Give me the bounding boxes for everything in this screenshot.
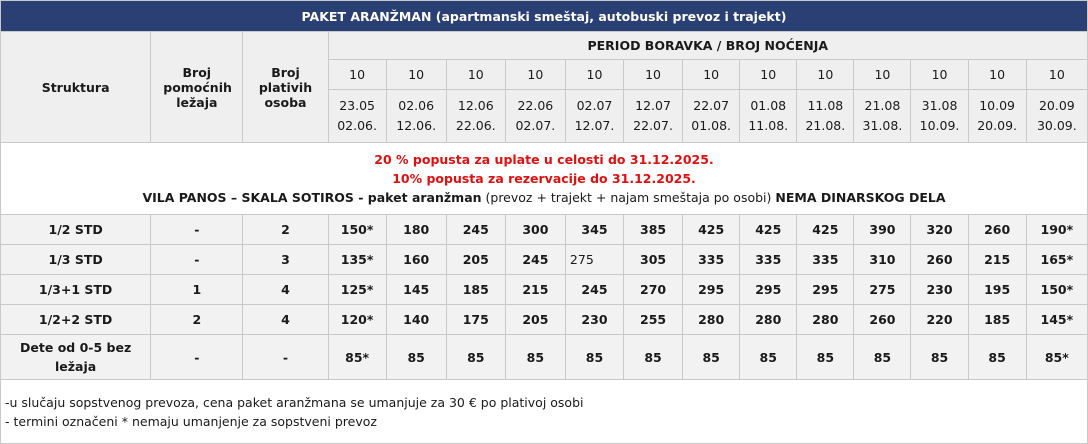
price-cell: 260 (854, 305, 911, 335)
table-row (1, 275, 1088, 305)
price-cell: 205 (446, 245, 505, 275)
price-cell: 85 (683, 335, 740, 380)
price-cell: 85 (446, 335, 505, 380)
price-cell: 205 (505, 305, 565, 335)
aux-beds-cell: - (151, 335, 243, 380)
room-structure-cell: 1/2+2 STD (1, 305, 151, 335)
price-cell: 85 (565, 335, 623, 380)
period-dates-cell (1026, 90, 1087, 143)
price-cell: 295 (683, 275, 740, 305)
paying-persons-cell: 4 (243, 275, 328, 305)
aux-beds-cell: - (151, 245, 243, 275)
price-cell: 245 (446, 215, 505, 245)
date-to: 02.06. (337, 118, 377, 133)
price-cell: 335 (683, 245, 740, 275)
aux-beds-cell: 2 (151, 305, 243, 335)
paying-persons-cell: 2 (243, 215, 328, 245)
header-period: PERIOD BORAVKA / BROJ NOĆENJA (328, 32, 1087, 60)
nights-cell: 10 (624, 60, 683, 90)
price-cell: 150* (1026, 275, 1087, 305)
price-cell: 280 (797, 305, 854, 335)
price-cell: 390 (854, 215, 911, 245)
price-cell: 85 (505, 335, 565, 380)
footer-notes (1, 380, 1088, 444)
price-cell: 150* (328, 215, 386, 245)
aux-beds-cell: - (151, 215, 243, 245)
price-cell: 280 (683, 305, 740, 335)
period-dates-cell (328, 90, 386, 143)
date-to: 11.08. (748, 118, 789, 133)
date-to: 22.07. (633, 118, 673, 133)
period-dates-cell (565, 90, 623, 143)
paying-persons-cell: 4 (243, 305, 328, 335)
nights-cell: 10 (683, 60, 740, 90)
date-from: 12.07 (635, 98, 671, 113)
room-structure-cell: 1/3 STD (1, 245, 151, 275)
nights-cell: 10 (797, 60, 854, 90)
price-cell: 425 (683, 215, 740, 245)
package-description: VILA PANOS – SKALA SOTIROS - paket aranžman (prevoz + trajekt + najam smeštaja po osobi) NEMA DINARSKOG DELA (142, 190, 946, 205)
date-to: 02.07. (515, 118, 556, 133)
period-dates-cell (740, 90, 797, 143)
price-cell: 335 (797, 245, 854, 275)
price-cell: 145 (386, 275, 446, 305)
price-cell: 220 (911, 305, 968, 335)
price-cell: 165* (1026, 245, 1087, 275)
nights-cell: 10 (505, 60, 565, 90)
price-cell: 425 (797, 215, 854, 245)
price-cell: 175 (446, 305, 505, 335)
price-cell: 215 (968, 245, 1026, 275)
price-cell: 190* (1026, 215, 1087, 245)
date-to: 12.07. (574, 118, 615, 133)
price-cell: 230 (911, 275, 968, 305)
price-cell: 320 (911, 215, 968, 245)
period-dates-cell (854, 90, 911, 143)
price-cell: 260 (911, 245, 968, 275)
promo-discount-reservation: 10% popusta za rezervacije do 31.12.2025. (392, 171, 696, 186)
price-cell: 85 (968, 335, 1026, 380)
price-cell: 85 (740, 335, 797, 380)
price-cell: 280 (740, 305, 797, 335)
price-cell: 295 (740, 275, 797, 305)
price-cell: 145* (1026, 305, 1087, 335)
price-cell: 160 (386, 245, 446, 275)
header-structure: Struktura (1, 32, 151, 143)
date-from: 21.08 (864, 98, 901, 113)
price-cell: 85 (854, 335, 911, 380)
date-from: 12.06 (457, 98, 494, 113)
date-to: 20.09. (977, 118, 1017, 133)
price-cell: 335 (740, 245, 797, 275)
table-row (1, 215, 1088, 245)
price-cell: 125* (328, 275, 386, 305)
price-cell: 195 (968, 275, 1026, 305)
price-cell: 275 (854, 275, 911, 305)
price-cell: 85* (1026, 335, 1087, 380)
promo-discount-full-payment: 20 % popusta za uplate u celosti do 31.12.2025. (374, 152, 714, 167)
table-row (1, 305, 1088, 335)
period-dates-cell (911, 90, 968, 143)
header-paying-persons: Broj plativih osoba (243, 32, 328, 143)
date-to: 31.08. (862, 118, 903, 133)
table-title: PAKET ARANŽMAN (apartmanski smeštaj, autobuski prevoz i trajekt) (1, 1, 1088, 32)
price-cell: 120* (328, 305, 386, 335)
promo-block (1, 143, 1088, 215)
period-dates-cell (797, 90, 854, 143)
price-cell: 270 (624, 275, 683, 305)
paying-persons-cell: 3 (243, 245, 328, 275)
table-row (1, 335, 1088, 380)
date-from: 23.05 (339, 98, 375, 113)
nights-cell: 10 (446, 60, 505, 90)
nights-cell: 10 (565, 60, 623, 90)
date-to: 30.09. (1036, 118, 1077, 133)
price-cell: 85 (797, 335, 854, 380)
nights-cell: 10 (1026, 60, 1087, 90)
price-cell: 245 (505, 245, 565, 275)
price-cell: 305 (624, 245, 683, 275)
date-to: 22.06. (455, 118, 496, 133)
nights-cell: 10 (740, 60, 797, 90)
price-cell: 85* (328, 335, 386, 380)
price-cell: 85 (386, 335, 446, 380)
nights-cell: 10 (328, 60, 386, 90)
price-cell: 275 (565, 245, 623, 275)
date-to: 12.06. (396, 118, 437, 133)
date-from: 22.07 (693, 98, 730, 113)
price-cell: 85 (624, 335, 683, 380)
date-from: 11.08 (807, 98, 844, 113)
date-from: 02.07 (576, 98, 613, 113)
price-cell: 135* (328, 245, 386, 275)
date-from: 01.08 (750, 98, 787, 113)
aux-beds-cell: 1 (151, 275, 243, 305)
period-dates-cell (446, 90, 505, 143)
price-cell: 245 (565, 275, 623, 305)
price-cell: 295 (797, 275, 854, 305)
paying-persons-cell: - (243, 335, 328, 380)
nights-cell: 10 (854, 60, 911, 90)
table-row (1, 245, 1088, 275)
date-from: 20.09 (1038, 98, 1075, 113)
price-cell: 85 (911, 335, 968, 380)
room-structure-cell: Dete od 0-5 bez ležaja (1, 335, 151, 380)
price-cell: 140 (386, 305, 446, 335)
price-cell: 300 (505, 215, 565, 245)
price-cell: 255 (624, 305, 683, 335)
price-cell: 260 (968, 215, 1026, 245)
period-dates-cell (968, 90, 1026, 143)
note-asterisk: - termini označeni * nemaju umanjenje za sopstveni prevoz (5, 413, 377, 429)
period-dates-cell (624, 90, 683, 143)
date-to: 21.08. (805, 118, 846, 133)
date-from: 31.08 (921, 98, 958, 113)
room-structure-cell: 1/2 STD (1, 215, 151, 245)
date-to: 10.09. (919, 118, 960, 133)
price-cell: 215 (505, 275, 565, 305)
room-structure-cell: 1/3+1 STD (1, 275, 151, 305)
price-cell: 185 (968, 305, 1026, 335)
price-cell: 385 (624, 215, 683, 245)
date-to: 01.08. (691, 118, 732, 133)
nights-cell: 10 (968, 60, 1026, 90)
price-cell: 345 (565, 215, 623, 245)
price-cell: 310 (854, 245, 911, 275)
date-from: 10.09 (979, 98, 1016, 113)
nights-cell: 10 (386, 60, 446, 90)
period-dates-cell (505, 90, 565, 143)
price-cell: 230 (565, 305, 623, 335)
period-dates-cell (683, 90, 740, 143)
header-aux-beds: Broj pomoćnih ležaja (151, 32, 243, 143)
note-own-transport: -u slučaju sopstvenog prevoza, cena paket aranžmana se umanjuje za 30 € po plativoj osobi (5, 394, 584, 410)
date-from: 22.06 (517, 98, 554, 113)
date-from: 02.06 (398, 98, 435, 113)
price-cell: 185 (446, 275, 505, 305)
price-cell: 425 (740, 215, 797, 245)
period-dates-cell (386, 90, 446, 143)
price-cell: 180 (386, 215, 446, 245)
nights-cell: 10 (911, 60, 968, 90)
